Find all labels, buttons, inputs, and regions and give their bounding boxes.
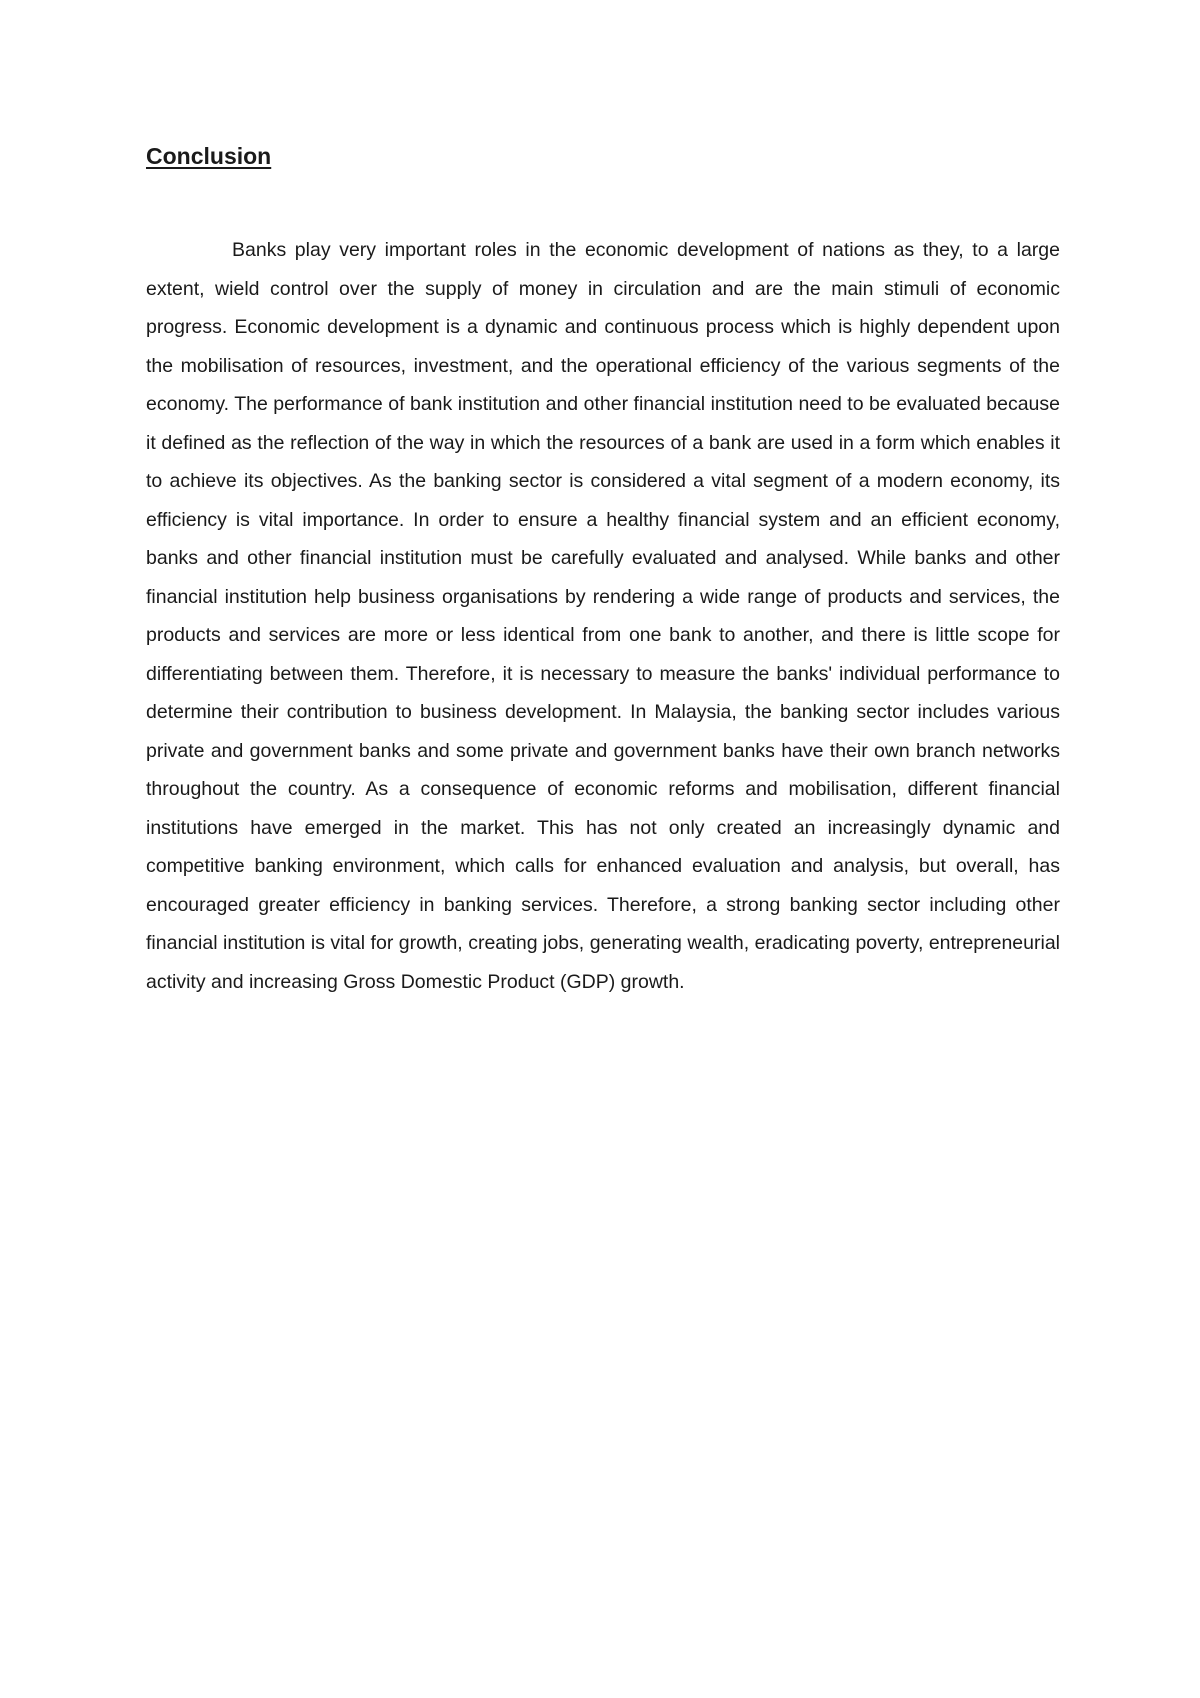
section-heading: Conclusion [146,143,272,169]
body-paragraph: Banks play very important roles in the economic development of nations as they, to a large extent, wield control over the supply of money in circulation and are the main stimuli of economic progress. Economic development is a dynamic and continuous process which is highly dependent upon the mobilisation of resources, investment, and the operational efficiency of the various segments of the economy. The performance of bank institution and other financial institution need to be evaluated because it defined as the reflection of the way in which the resources of a bank are used in a form which enables it to achieve its objectives. As the banking sector is considered a vital segment of a modern economy, its efficiency is vital importance. In order to ensure a healthy financial system and an efficient economy, banks and other financial institution must be carefully evaluated and analysed. While banks and other financial institution help business organisations by rendering a wide range of products and services, the products and services are more or less identical from one bank to another, and there is little scope for differentiating between them. Therefore, it is necessary to measure the banks' individual performance to determine their contribution to business development. In Malaysia, the banking sector includes various private and government banks and some private and government banks have their own branch networks throughout the country. As a consequence of economic reforms and mobilisation, different financial institutions have emerged in the market. This has not only created an increasingly dynamic and competitive banking environment, which calls for enhanced evaluation and analysis, but overall, has encouraged greater efficiency in banking services. Therefore, a strong banking sector including other financial institution is vital for growth, creating jobs, generating wealth, eradicating poverty, entrepreneurial activity and increasing Gross Domestic Product (GDP) growth. [146,239,1060,993]
